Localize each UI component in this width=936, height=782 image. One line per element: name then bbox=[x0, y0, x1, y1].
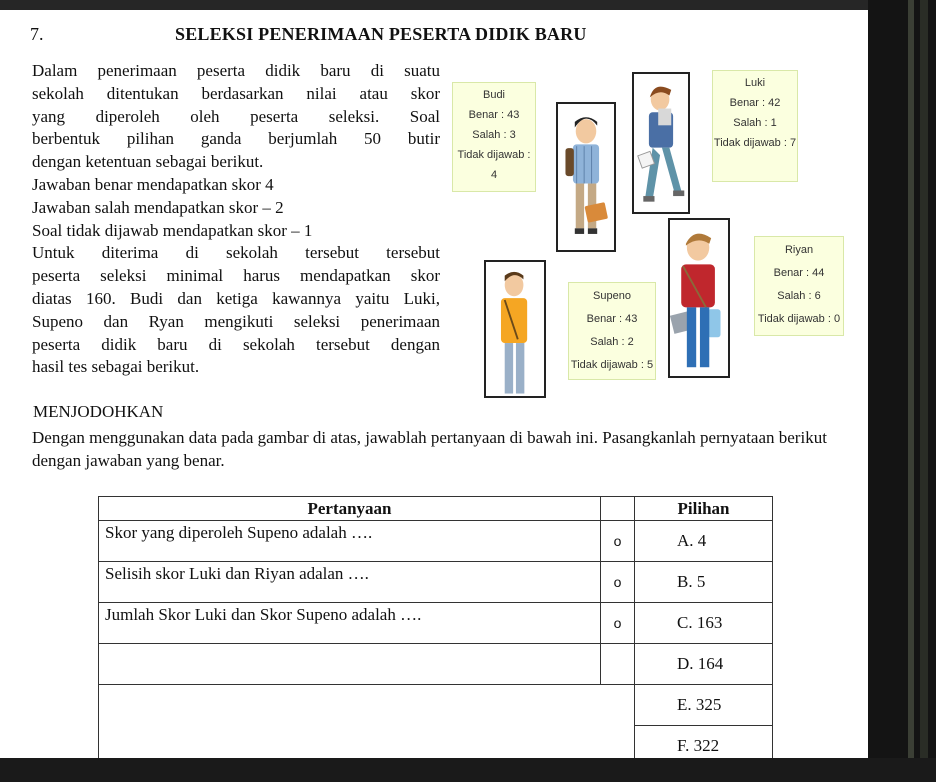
header-question: Pertanyaan bbox=[99, 497, 601, 521]
riyan-correct: Benar : 44 bbox=[773, 267, 825, 279]
right-panel-scrollbar[interactable] bbox=[920, 0, 928, 782]
option-f[interactable]: F. 322 bbox=[635, 726, 773, 759]
option-c[interactable]: C. 163 bbox=[635, 603, 773, 644]
table-row bbox=[99, 685, 773, 726]
option-b[interactable]: B. 5 bbox=[635, 562, 773, 603]
matching-table bbox=[98, 496, 773, 758]
luki-wrong: Salah : 1 bbox=[733, 117, 777, 129]
budi-wrong: Salah : 3 bbox=[472, 129, 516, 141]
supeno-unanswered: Tidak dijawab : 5 bbox=[570, 359, 654, 371]
intro-line: Dalam penerimaan peserta didik baru di suatu bbox=[32, 61, 440, 80]
supeno-wrong: Salah : 2 bbox=[590, 336, 634, 348]
table-row bbox=[99, 644, 773, 685]
option-d[interactable]: D. 164 bbox=[635, 644, 773, 685]
riyan-name: Riyan bbox=[784, 244, 814, 256]
riyan-unanswered: Tidak dijawab : 0 bbox=[757, 313, 841, 325]
supeno-name: Supeno bbox=[593, 290, 631, 302]
intro-paragraph bbox=[32, 60, 440, 379]
intro-line: hasil tes sebagai berikut. bbox=[32, 357, 200, 377]
luki-illustration bbox=[632, 72, 690, 214]
right-panel-divider bbox=[908, 0, 914, 782]
luki-correct: Benar : 42 bbox=[729, 97, 781, 109]
question-3: Jumlah Skor Luki dan Skor Supeno adalah …. bbox=[99, 603, 601, 644]
page-title: SELEKSI PENERIMAAN PESERTA DIDIK BARU bbox=[175, 24, 587, 44]
budi-unanswered: Tidak dijawab : 4 bbox=[457, 149, 531, 181]
right-side-panel bbox=[868, 0, 936, 782]
intro-line: sekolah ditentukan berdasarkan nilai atau skor bbox=[32, 83, 440, 103]
question-1: Skor yang diperoleh Supeno adalah …. bbox=[99, 521, 601, 562]
supeno-correct: Benar : 43 bbox=[586, 313, 638, 325]
intro-line: peserta seleksi minimal harus mendapatkan skor bbox=[32, 266, 440, 286]
connector-empty bbox=[601, 644, 635, 685]
empty-question-area bbox=[99, 685, 635, 759]
intro-line: Untuk diterima di sekolah tersebut tersebut bbox=[32, 243, 440, 263]
connector-dot-2[interactable]: o bbox=[601, 562, 635, 603]
bottom-window-bar bbox=[0, 758, 936, 782]
connector-dot-3[interactable]: o bbox=[601, 603, 635, 644]
connector-dot-1[interactable]: o bbox=[601, 521, 635, 562]
budi-name: Budi bbox=[482, 89, 506, 101]
budi-correct: Benar : 43 bbox=[468, 109, 520, 121]
header-choice: Pilihan bbox=[635, 497, 773, 521]
budi-score-card bbox=[452, 82, 536, 192]
header-connector bbox=[601, 497, 635, 521]
table-row bbox=[99, 521, 773, 562]
intro-line: dengan ketentuan sebagai berikut. bbox=[32, 152, 264, 172]
supeno-illustration bbox=[484, 260, 546, 398]
intro-line: yang diperoleh oleh peserta seleksi. Soal bbox=[32, 106, 440, 126]
luki-unanswered: Tidak dijawab : 7 bbox=[713, 137, 797, 149]
section-heading: MENJODOHKAN bbox=[33, 402, 164, 421]
worksheet-page bbox=[0, 10, 868, 758]
luki-name: Luki bbox=[744, 77, 766, 89]
riyan-score-card bbox=[754, 236, 844, 336]
rule-wrong-line: Jawaban salah mendapatkan skor – 2 bbox=[32, 197, 284, 217]
riyan-wrong: Salah : 6 bbox=[777, 290, 821, 302]
budi-illustration bbox=[556, 102, 616, 252]
table-header-row bbox=[99, 497, 773, 521]
option-a[interactable]: A. 4 bbox=[635, 521, 773, 562]
table-row bbox=[99, 562, 773, 603]
supeno-score-card bbox=[568, 282, 656, 380]
table-row bbox=[99, 603, 773, 644]
intro-line: berbentuk pilihan ganda berjumlah 50 butir bbox=[32, 129, 440, 149]
question-number: 7. bbox=[30, 24, 44, 44]
option-e[interactable]: E. 325 bbox=[635, 685, 773, 726]
question-2: Selisih skor Luki dan Riyan adalan …. bbox=[99, 562, 601, 603]
intro-line: diatas 160. Budi dan ketiga kawannya yaitu Luki, bbox=[32, 288, 440, 308]
riyan-illustration bbox=[668, 218, 730, 378]
intro-line: peserta didik baru di sekolah tersebut dengan bbox=[32, 334, 440, 354]
top-window-bar bbox=[0, 0, 936, 10]
rule-correct-line: Jawaban benar mendapatkan skor 4 bbox=[32, 174, 274, 194]
luki-score-card bbox=[712, 70, 798, 182]
rule-blank-line: Soal tidak dijawab mendapatkan skor – 1 bbox=[32, 220, 313, 240]
question-empty bbox=[99, 644, 601, 685]
instruction-text: Dengan menggunakan data pada gambar di atas, jawablah pertanyaan di bawah ini. Pasangkanlah pernyataan berikut dengan jawaban yang benar. bbox=[32, 428, 827, 470]
intro-line: Supeno dan Ryan mengikuti seleksi penerimaan bbox=[32, 311, 440, 331]
